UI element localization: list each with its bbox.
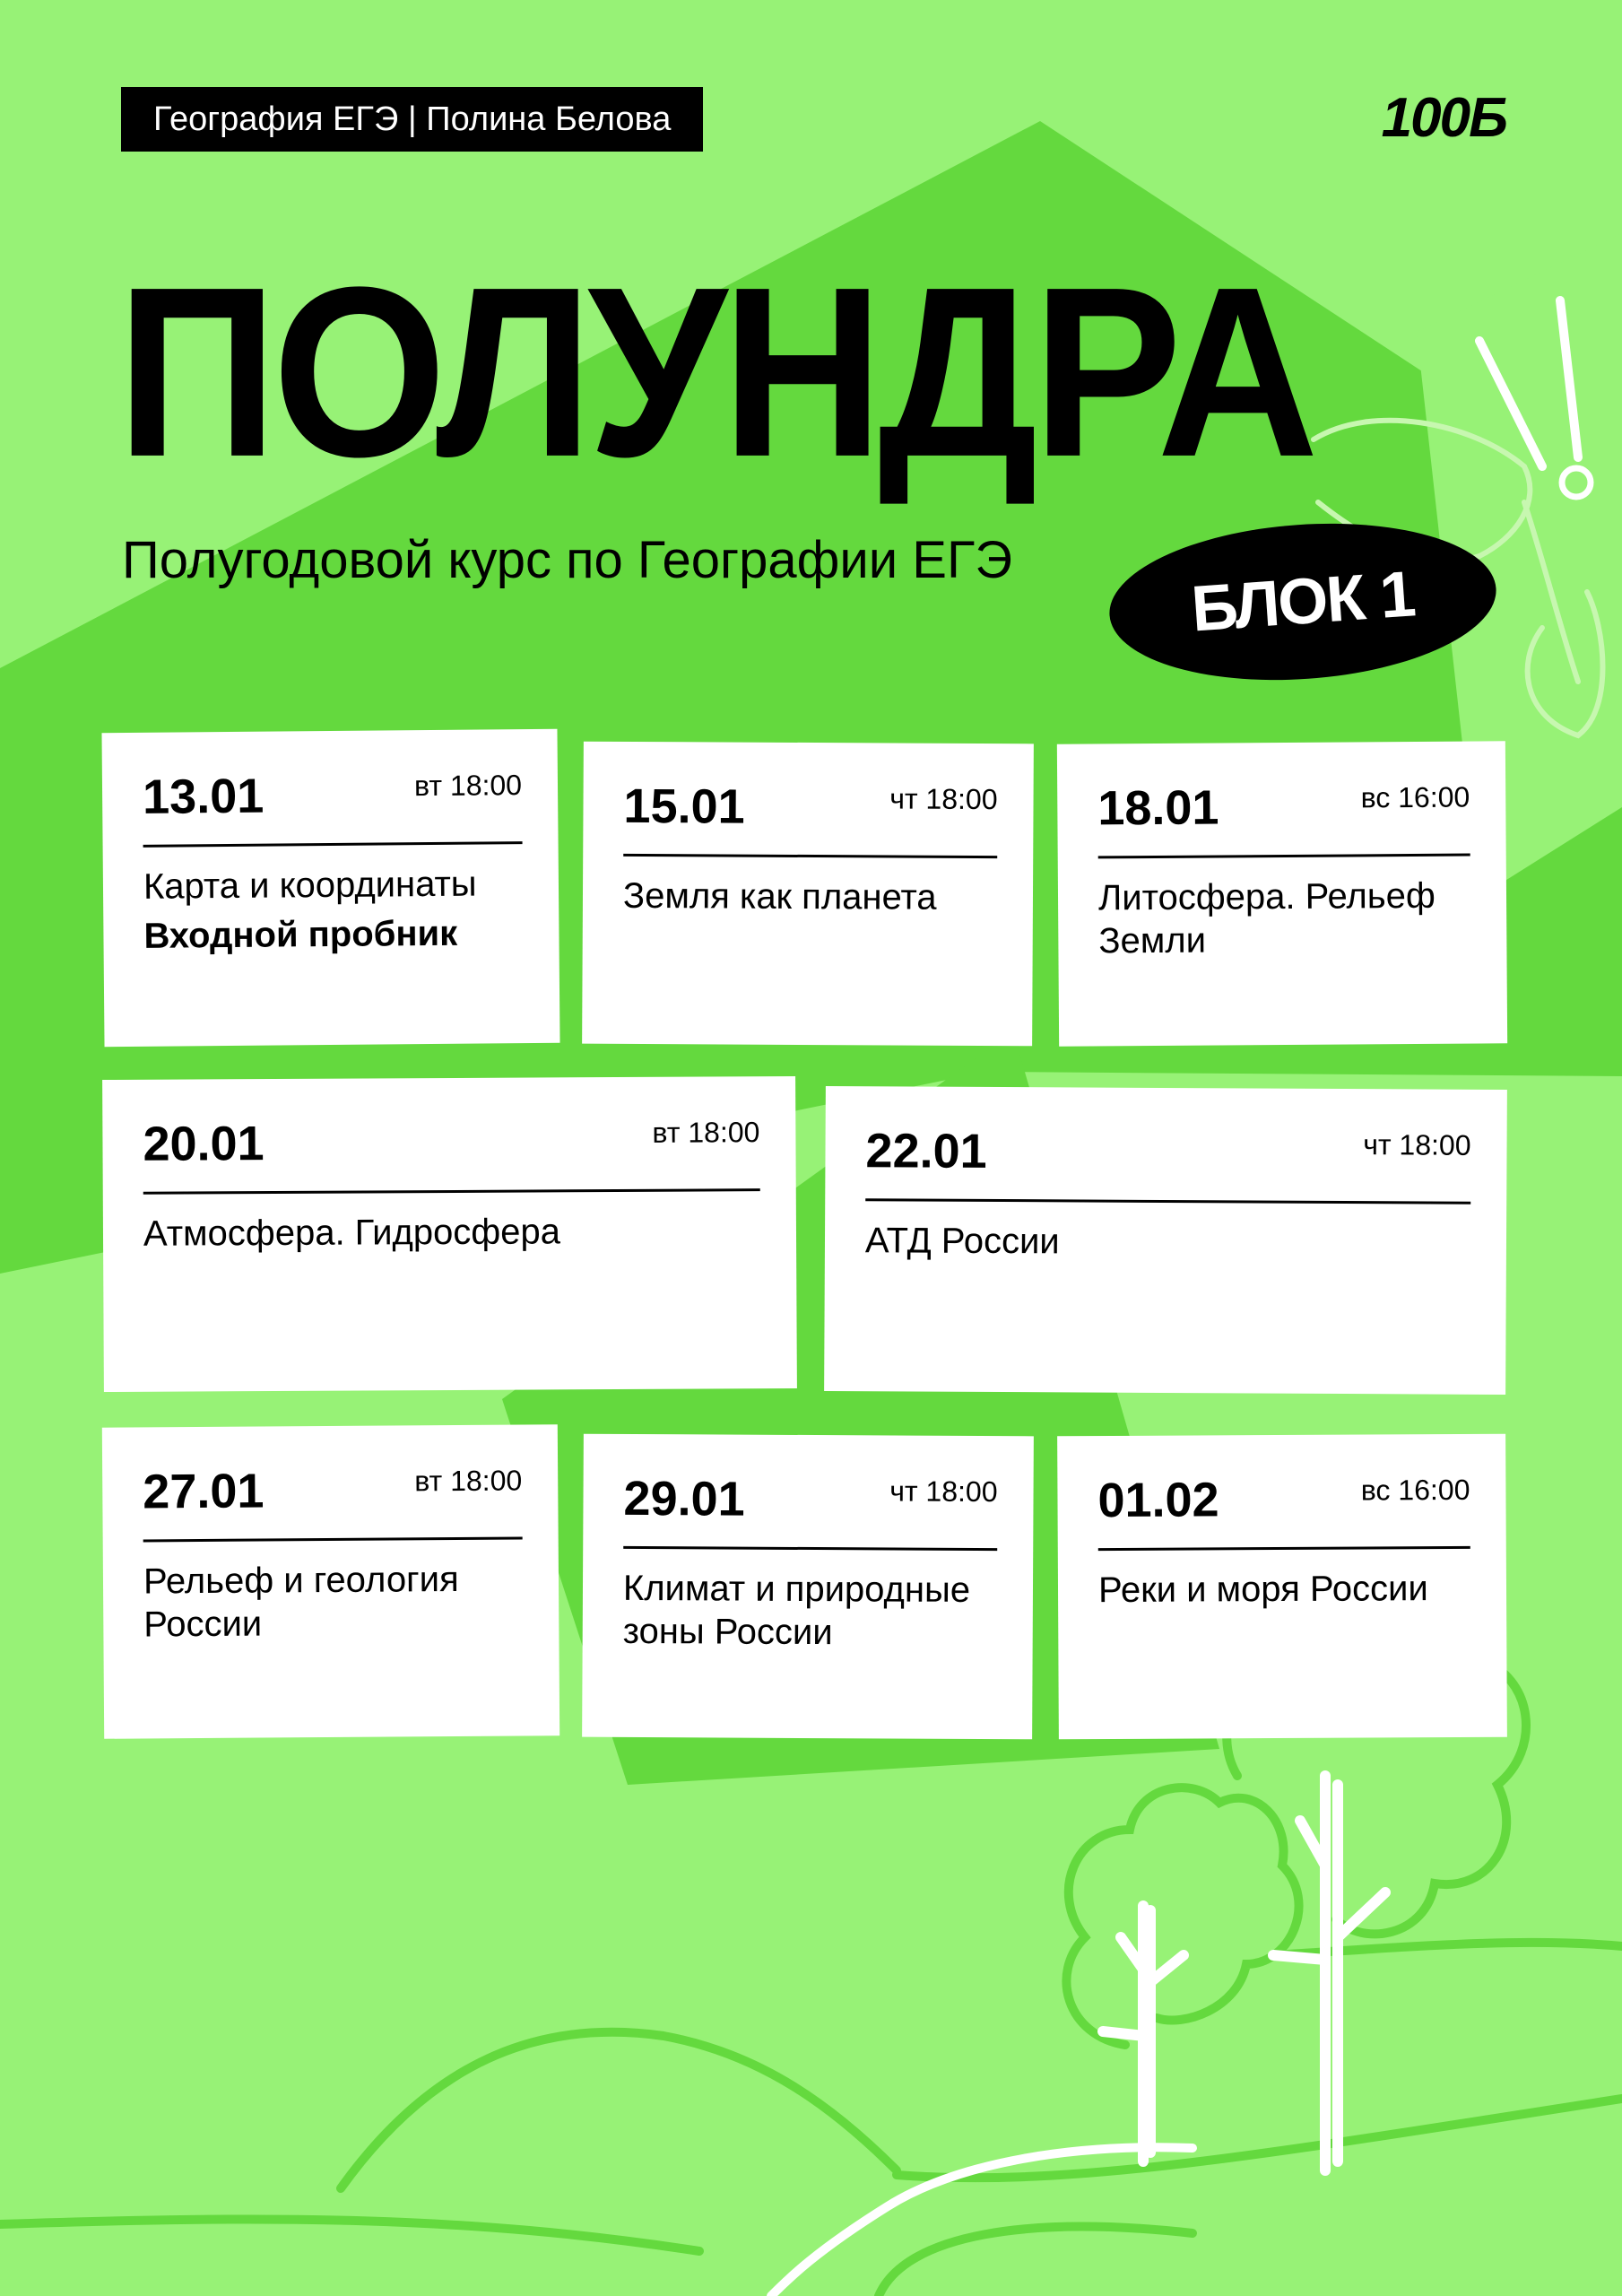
lesson-topic: АТД России (864, 1221, 1060, 1262)
lesson-time: чт 18:00 (889, 1474, 998, 1509)
lesson-time: вт 18:00 (414, 1464, 523, 1498)
lesson-topic: Климат и природные зоны России (622, 1568, 971, 1653)
brand-logo: 100Б (1381, 87, 1506, 149)
lesson-card (102, 1076, 797, 1392)
lesson-time: чт 18:00 (1363, 1128, 1471, 1161)
lesson-time: вс 16:00 (1360, 1473, 1470, 1507)
lesson-topic: Карта и координаты (143, 864, 477, 907)
lesson-card (824, 1086, 1507, 1395)
block-badge: БЛОК 1 (1105, 511, 1502, 692)
lesson-topic: Земля как планета (622, 875, 937, 918)
divider (623, 1546, 997, 1551)
lesson-time: вт 18:00 (413, 769, 523, 803)
lesson-date: 13.01 (142, 769, 265, 824)
lesson-date: 18.01 (1097, 780, 1219, 836)
lesson-card (1057, 1434, 1507, 1740)
page-title: ПОЛУНДРА (117, 236, 1314, 508)
lesson-date: 22.01 (865, 1124, 987, 1178)
divider (865, 1198, 1470, 1205)
lesson-topic: Рельеф и геология России (143, 1560, 459, 1645)
divider (143, 841, 523, 848)
lesson-card (582, 742, 1034, 1047)
lesson-date: 27.01 (143, 1464, 265, 1519)
divider (623, 854, 997, 858)
lesson-date: 29.01 (623, 1471, 745, 1526)
lesson-date: 20.01 (143, 1117, 265, 1171)
lesson-card (1057, 741, 1507, 1046)
lesson-card (101, 729, 559, 1047)
lesson-extra: Входной пробник (143, 913, 458, 956)
lesson-time: чт 18:00 (889, 782, 998, 816)
lesson-topic: Литосфера. Рельеф Земли (1097, 875, 1436, 961)
lesson-topic: Реки и моря России (1097, 1569, 1428, 1611)
lesson-topic: Атмосфера. Гидросфера (143, 1212, 561, 1254)
divider (1098, 1546, 1470, 1551)
lesson-time: вс 16:00 (1360, 780, 1470, 814)
lesson-card (582, 1434, 1034, 1740)
course-tag: География ЕГЭ | Полина Белова (121, 87, 703, 152)
divider (143, 1537, 523, 1543)
lesson-time: вт 18:00 (652, 1116, 760, 1149)
divider (143, 1188, 760, 1195)
lesson-date: 01.02 (1097, 1473, 1219, 1528)
divider (1098, 854, 1470, 859)
page-subtitle: Полугодовой курс по Географии ЕГЭ (122, 531, 1013, 589)
lesson-card (102, 1424, 559, 1739)
lesson-date: 15.01 (623, 778, 745, 834)
